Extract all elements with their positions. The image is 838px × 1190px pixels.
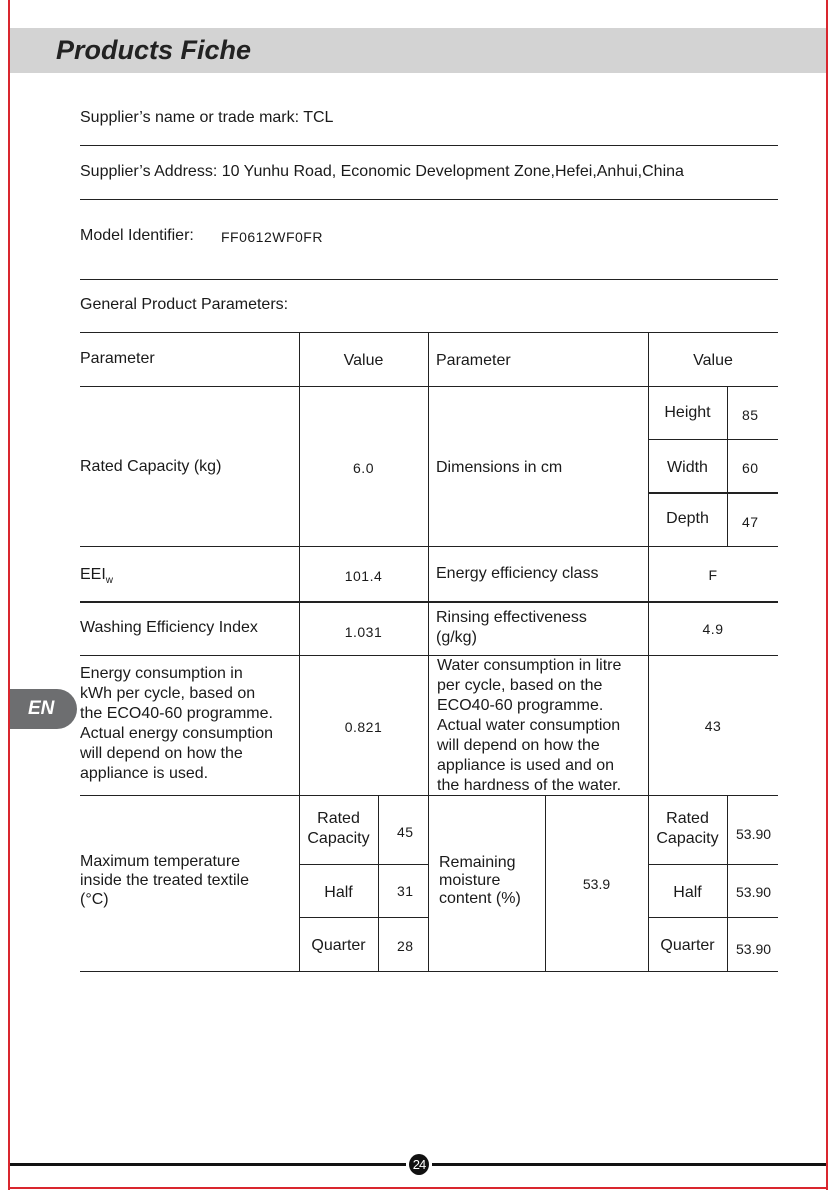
water-consumption-label	[437, 656, 621, 796]
text-line: Maximum temperature	[80, 853, 241, 870]
text-line: Actual energy consumption	[80, 725, 273, 742]
depth-value: 47	[742, 514, 759, 530]
language-label: EN	[28, 698, 55, 719]
depth-label: Depth	[666, 510, 709, 527]
model-label: Model Identifier:	[80, 227, 194, 244]
eei-value: 101.4	[344, 568, 383, 584]
header-parameter-2: Parameter	[436, 352, 511, 369]
temp-rated-label: Rated	[317, 810, 360, 827]
right-border	[826, 0, 828, 1190]
temp-quarter-label: Quarter	[311, 937, 366, 954]
moisture-quarter-label: Quarter	[660, 937, 715, 954]
text-line: the ECO40-60 programme.	[80, 705, 273, 722]
text-line: will depend on how the	[80, 745, 243, 762]
moisture-quarter-value: 53.90	[736, 941, 772, 957]
text-line: Energy consumption in	[80, 665, 243, 682]
text-line: per cycle, based on the	[437, 677, 603, 694]
text-line: will depend on how the	[437, 737, 600, 754]
page-title: Products Fiche	[56, 35, 252, 65]
general-params-heading: General Product Parameters:	[80, 296, 289, 313]
temp-capacity-label: Capacity	[307, 830, 370, 847]
wash-index-label: Washing Efficiency Index	[80, 619, 258, 636]
supplier-address: Supplier’s Address: 10 Yunhu Road, Economic Development Zone,Hefei,Anhui,China	[80, 163, 684, 180]
temp-half-label: Half	[324, 884, 353, 901]
text-line: Actual water consumption	[437, 717, 621, 734]
rinsing-value: 4.9	[702, 621, 724, 637]
dimensions-label: Dimensions in cm	[436, 459, 563, 476]
bottom-border	[8, 1187, 828, 1189]
header-value-2: Value	[693, 352, 733, 369]
wash-index-value: 1.031	[344, 624, 383, 640]
eei-text: EEI	[80, 566, 106, 583]
energy-class-value: F	[708, 567, 718, 583]
language-tab	[10, 689, 77, 729]
moisture-half-value: 53.90	[736, 884, 772, 900]
header-parameter: Parameter	[80, 350, 155, 367]
text-line: Water consumption in litre	[437, 657, 622, 674]
energy-consumption-value: 0.821	[344, 719, 383, 735]
supplier-name: Supplier’s name or trade mark: TCL	[80, 109, 334, 126]
max-temperature-label	[80, 852, 249, 909]
text-line: appliance is used.	[80, 765, 209, 782]
text-line: moisture	[439, 872, 501, 889]
moisture-half-label: Half	[673, 884, 702, 901]
eei-subscript: w	[105, 575, 114, 587]
footer-rule-right	[432, 1163, 826, 1166]
height-label: Height	[664, 404, 711, 421]
footer-rule-left	[10, 1163, 406, 1166]
header-bar	[10, 28, 826, 73]
energy-class-label: Energy efficiency class	[436, 565, 599, 582]
temp-rated-value: 45	[397, 824, 414, 840]
temp-half-value: 31	[397, 883, 414, 899]
width-value: 60	[742, 460, 759, 476]
rated-capacity-value: 6.0	[353, 460, 374, 476]
text-line: (°C)	[80, 891, 109, 908]
eei-label	[80, 565, 113, 591]
header-value: Value	[343, 352, 384, 369]
text-line: appliance is used and on	[437, 757, 615, 774]
rinsing-label: Rinsing effectiveness	[436, 609, 587, 626]
model-value: FF0612WF0FR	[221, 229, 323, 245]
water-consumption-value: 43	[704, 718, 722, 734]
left-border	[8, 0, 10, 1190]
text-line: kWh per cycle, based on	[80, 685, 256, 702]
moisture-rated-value: 53.90	[736, 826, 772, 842]
text-line: ECO40-60 programme.	[437, 697, 604, 714]
moisture-rated-label: Rated	[666, 810, 709, 827]
rinsing-unit: (g/kg)	[436, 629, 477, 646]
height-value: 85	[742, 407, 759, 423]
energy-consumption-label	[80, 664, 273, 784]
moisture-capacity-label: Capacity	[656, 830, 719, 847]
rated-capacity-label: Rated Capacity (kg)	[80, 458, 222, 475]
width-label: Width	[667, 459, 708, 476]
temp-quarter-value: 28	[397, 938, 414, 954]
text-line: Remaining	[439, 854, 516, 871]
moisture-value: 53.9	[582, 876, 611, 892]
moisture-label	[439, 854, 521, 908]
page-number: 24	[409, 1154, 429, 1175]
text-line: the hardness of the water.	[437, 777, 622, 794]
text-line: content (%)	[439, 890, 521, 907]
text-line: inside the treated textile	[80, 872, 249, 889]
